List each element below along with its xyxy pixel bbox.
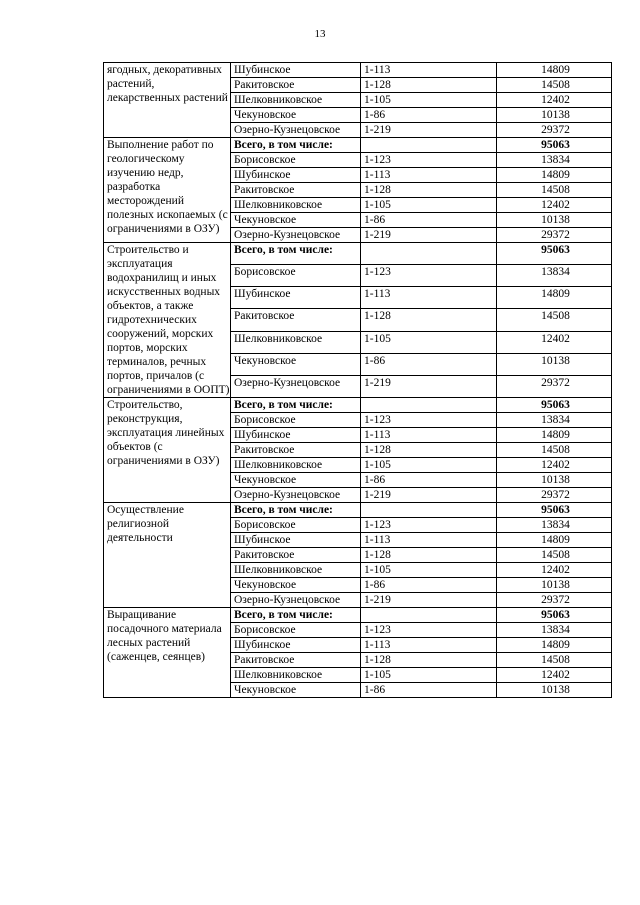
district-cell: Шубинское bbox=[231, 287, 361, 309]
quarters-cell: 1-105 bbox=[361, 93, 497, 108]
quarters-cell: 1-113 bbox=[361, 638, 497, 653]
category-cell: Осуществление религиозной деятельности bbox=[104, 503, 231, 608]
area-cell: 14809 bbox=[497, 287, 612, 309]
area-cell: 13834 bbox=[497, 518, 612, 533]
district-cell: Борисовское bbox=[231, 265, 361, 287]
district-cell: Борисовское bbox=[231, 153, 361, 168]
district-cell: Ракитовское bbox=[231, 443, 361, 458]
district-cell: Озерно-Кузнецовское bbox=[231, 123, 361, 138]
total-label: Всего, в том числе: bbox=[231, 398, 361, 413]
total-value: 95063 bbox=[497, 503, 612, 518]
area-cell: 13834 bbox=[497, 265, 612, 287]
table-body bbox=[104, 63, 612, 698]
district-cell: Озерно-Кузнецовское bbox=[231, 375, 361, 397]
quarters-cell: 1-128 bbox=[361, 653, 497, 668]
district-cell: Шубинское bbox=[231, 428, 361, 443]
quarters-cell: 1-86 bbox=[361, 683, 497, 698]
quarters-cell: 1-128 bbox=[361, 78, 497, 93]
district-cell: Чекуновское bbox=[231, 213, 361, 228]
district-cell: Шубинское bbox=[231, 533, 361, 548]
total-empty bbox=[361, 608, 497, 623]
district-cell: Ракитовское bbox=[231, 183, 361, 198]
area-cell: 14508 bbox=[497, 78, 612, 93]
area-cell: 12402 bbox=[497, 198, 612, 213]
area-cell: 10138 bbox=[497, 683, 612, 698]
quarters-cell: 1-123 bbox=[361, 623, 497, 638]
quarters-cell: 1-86 bbox=[361, 473, 497, 488]
quarters-cell: 1-219 bbox=[361, 375, 497, 397]
area-cell: 29372 bbox=[497, 123, 612, 138]
district-cell: Чекуновское bbox=[231, 353, 361, 375]
district-cell: Борисовское bbox=[231, 413, 361, 428]
quarters-cell: 1-105 bbox=[361, 331, 497, 353]
total-empty bbox=[361, 243, 497, 265]
district-cell: Шелковниковское bbox=[231, 198, 361, 213]
category-cell: Выполнение работ по геологическому изучению недр, разработка месторождений полезных ископаемых (с ограничениями в ОЗУ) bbox=[104, 138, 231, 243]
quarters-cell: 1-86 bbox=[361, 108, 497, 123]
area-cell: 13834 bbox=[497, 153, 612, 168]
area-cell: 10138 bbox=[497, 578, 612, 593]
quarters-cell: 1-113 bbox=[361, 168, 497, 183]
area-cell: 10138 bbox=[497, 473, 612, 488]
area-cell: 29372 bbox=[497, 488, 612, 503]
district-cell: Шубинское bbox=[231, 168, 361, 183]
total-row bbox=[104, 503, 612, 518]
district-cell: Чекуновское bbox=[231, 578, 361, 593]
area-cell: 13834 bbox=[497, 413, 612, 428]
area-cell: 14508 bbox=[497, 548, 612, 563]
total-empty bbox=[361, 503, 497, 518]
area-cell: 12402 bbox=[497, 668, 612, 683]
district-cell: Шелковниковское bbox=[231, 458, 361, 473]
area-cell: 14809 bbox=[497, 428, 612, 443]
total-label: Всего, в том числе: bbox=[231, 243, 361, 265]
quarters-cell: 1-113 bbox=[361, 428, 497, 443]
district-cell: Ракитовское bbox=[231, 548, 361, 563]
area-cell: 29372 bbox=[497, 375, 612, 397]
quarters-cell: 1-123 bbox=[361, 265, 497, 287]
quarters-cell: 1-105 bbox=[361, 198, 497, 213]
quarters-cell: 1-123 bbox=[361, 518, 497, 533]
district-cell: Шубинское bbox=[231, 63, 361, 78]
total-value: 95063 bbox=[497, 608, 612, 623]
area-cell: 14508 bbox=[497, 653, 612, 668]
quarters-cell: 1-123 bbox=[361, 413, 497, 428]
district-cell: Шелковниковское bbox=[231, 331, 361, 353]
quarters-cell: 1-219 bbox=[361, 488, 497, 503]
quarters-cell: 1-105 bbox=[361, 563, 497, 578]
district-cell: Борисовское bbox=[231, 518, 361, 533]
district-cell: Чекуновское bbox=[231, 108, 361, 123]
table-row bbox=[104, 63, 612, 78]
area-cell: 12402 bbox=[497, 93, 612, 108]
quarters-cell: 1-219 bbox=[361, 123, 497, 138]
district-cell: Ракитовское bbox=[231, 309, 361, 331]
area-cell: 29372 bbox=[497, 593, 612, 608]
area-cell: 14508 bbox=[497, 183, 612, 198]
area-cell: 14508 bbox=[497, 309, 612, 331]
area-cell: 14809 bbox=[497, 168, 612, 183]
area-cell: 13834 bbox=[497, 623, 612, 638]
total-row bbox=[104, 243, 612, 265]
total-value: 95063 bbox=[497, 398, 612, 413]
area-cell: 10138 bbox=[497, 213, 612, 228]
district-cell: Озерно-Кузнецовское bbox=[231, 228, 361, 243]
quarters-cell: 1-219 bbox=[361, 228, 497, 243]
area-cell: 14508 bbox=[497, 443, 612, 458]
area-cell: 12402 bbox=[497, 563, 612, 578]
total-label: Всего, в том числе: bbox=[231, 503, 361, 518]
district-cell: Озерно-Кузнецовское bbox=[231, 488, 361, 503]
total-row bbox=[104, 398, 612, 413]
quarters-cell: 1-219 bbox=[361, 593, 497, 608]
district-cell: Ракитовское bbox=[231, 78, 361, 93]
page-number: 13 bbox=[314, 28, 326, 40]
total-value: 95063 bbox=[497, 243, 612, 265]
quarters-cell: 1-86 bbox=[361, 213, 497, 228]
total-empty bbox=[361, 398, 497, 413]
category-cell: Строительство, реконструкция, эксплуатация линейных объектов (с ограничениями в ОЗУ) bbox=[104, 398, 231, 503]
district-cell: Шубинское bbox=[231, 638, 361, 653]
area-cell: 14809 bbox=[497, 63, 612, 78]
category-cell: ягодных, декоративных растений, лекарственных растений bbox=[104, 63, 231, 138]
area-cell: 10138 bbox=[497, 353, 612, 375]
quarters-cell: 1-113 bbox=[361, 287, 497, 309]
quarters-cell: 1-105 bbox=[361, 458, 497, 473]
category-cell: Выращивание посадочного материала лесных растений (саженцев, сеянцев) bbox=[104, 608, 231, 698]
quarters-cell: 1-128 bbox=[361, 548, 497, 563]
district-cell: Шелковниковское bbox=[231, 563, 361, 578]
quarters-cell: 1-128 bbox=[361, 183, 497, 198]
total-row bbox=[104, 608, 612, 623]
category-cell: Строительство и эксплуатация водохранилищ и иных искусственных водных объектов, а также гидротехнических сооружений, морских портов, морских терминалов, речных портов, причалов (с ограничениями в ООПТ) bbox=[104, 243, 231, 398]
total-row bbox=[104, 138, 612, 153]
area-cell: 10138 bbox=[497, 108, 612, 123]
district-cell: Озерно-Кузнецовское bbox=[231, 593, 361, 608]
total-label: Всего, в том числе: bbox=[231, 138, 361, 153]
area-cell: 12402 bbox=[497, 331, 612, 353]
district-cell: Шелковниковское bbox=[231, 93, 361, 108]
district-cell: Ракитовское bbox=[231, 653, 361, 668]
total-value: 95063 bbox=[497, 138, 612, 153]
quarters-cell: 1-128 bbox=[361, 309, 497, 331]
total-label: Всего, в том числе: bbox=[231, 608, 361, 623]
quarters-cell: 1-105 bbox=[361, 668, 497, 683]
quarters-cell: 1-86 bbox=[361, 353, 497, 375]
area-cell: 12402 bbox=[497, 458, 612, 473]
district-cell: Шелковниковское bbox=[231, 668, 361, 683]
district-cell: Чекуновское bbox=[231, 683, 361, 698]
quarters-cell: 1-86 bbox=[361, 578, 497, 593]
area-cell: 14809 bbox=[497, 533, 612, 548]
area-cell: 14809 bbox=[497, 638, 612, 653]
quarters-cell: 1-123 bbox=[361, 153, 497, 168]
district-cell: Чекуновское bbox=[231, 473, 361, 488]
area-cell: 29372 bbox=[497, 228, 612, 243]
forestry-table bbox=[103, 62, 612, 698]
quarters-cell: 1-113 bbox=[361, 63, 497, 78]
quarters-cell: 1-128 bbox=[361, 443, 497, 458]
district-cell: Борисовское bbox=[231, 623, 361, 638]
quarters-cell: 1-113 bbox=[361, 533, 497, 548]
total-empty bbox=[361, 138, 497, 153]
